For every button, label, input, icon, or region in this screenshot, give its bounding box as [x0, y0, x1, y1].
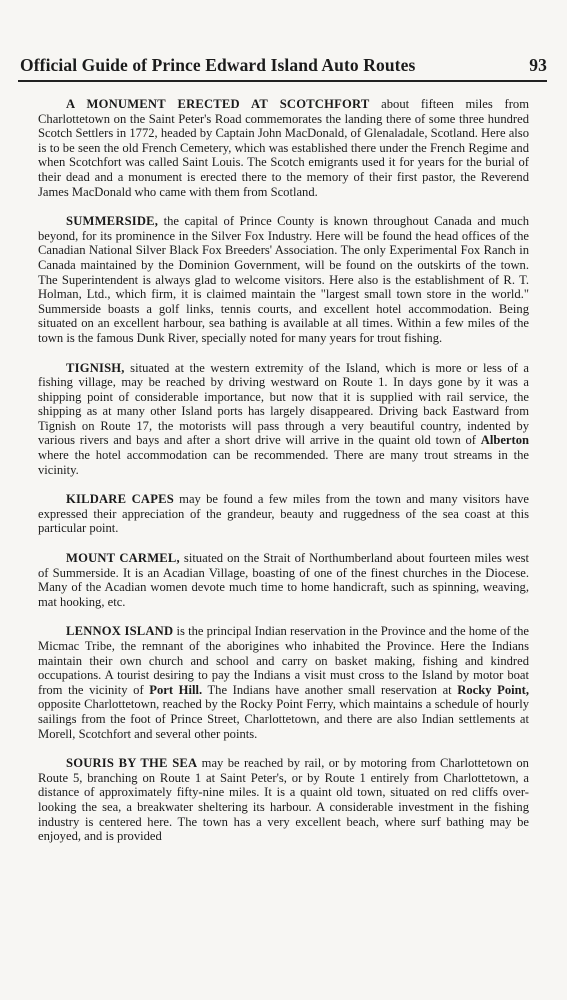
- paragraph-text-continued: where the hotel accommodation can be recommended. There are many trout streams in the vicinity.: [38, 448, 529, 477]
- paragraph-lennox-island: [38, 624, 529, 741]
- paragraph-lead: TIGNISH,: [66, 360, 125, 375]
- paragraph-text: about fifteen miles from Charlottetown on the Saint Peter's Road commemorates the landing there of some three hundred Scotch Settlers in 1772, headed by Captain John MacDonald, of Glenaladale, Scotland. Here also is to be seen the old French Cemetery, which was established there under the French Regime and when Scotchfort was called Saint Louis. The Scotch emigrants used it for years for the burial of their dead and a monument is erected there to the memory of their first pastor, the Reverend James MacDonald who came with them from Scotland.: [38, 97, 529, 199]
- paragraph-scotchfort: [38, 97, 529, 199]
- paragraph-lead: KILDARE CAPES: [66, 492, 174, 507]
- paragraph-text-continued: The Indians have another small reservation at: [202, 682, 458, 697]
- body-text: [38, 97, 529, 859]
- paragraph-lead: A MONUMENT ERECTED AT SCOTCHFORT: [66, 97, 370, 111]
- paragraph-lead: SOURIS BY THE SEA: [66, 756, 198, 771]
- paragraph-mount-carmel: [38, 551, 529, 609]
- paragraph-lead: MOUNT CARMEL,: [66, 551, 180, 566]
- place-name-port-hill: Port Hill.: [149, 682, 203, 697]
- paragraph-kildare-capes: [38, 492, 529, 536]
- paragraph-text: may be found a few miles from the town and many visitors have expressed their appreciation of the grandeur, beauty and ruggedness of the sea coast at this particular point.: [38, 492, 529, 536]
- header-title: Official Guide of Prince Edward Island Auto Routes: [20, 55, 416, 75]
- paragraph-text: may be reached by rail, or by motoring from Charlottetown on Route 5, branching on Route 1 at Saint Peter's, or by Route 1 entirely from Charlottetown, a distance of approximately fifty-nine miles. It is a quaint old town, situated on red cliffs over-looking the sea, a breakwater sheltering its harbour. A considerable investment in the fishing industry is centered here. The town has a very excellent beach, where surf bathing may be enjoyed, and is provided: [38, 756, 529, 844]
- running-header: [20, 55, 547, 76]
- paragraph-text: is the principal Indian reservation in the Province and the home of the Micmac Tribe, the remnant of the aborigines who inhabited the Province. Here the Indians maintain their own church and school and carry on basket making, fishing and kindred occupations. A tourist desiring to pay the Indians a visit must cross to the Island by motor boat from the vicinity of: [38, 624, 530, 697]
- place-name-rocky-point: Rocky Point,: [457, 682, 529, 697]
- paragraph-tignish: [38, 361, 529, 478]
- paragraph-text: the capital of Prince County is known throughout Canada and much beyond, for its prominence in the Silver Fox Industry. Here will be found the head offices of the Canadian National Silver Black Fox Breeders' Association. The only Experimental Fox Ranch in Canada maintained by the Dominion Government, will be found on the outskirts of the town. The Superintendent is always glad to welcome visitors. Here also is the establishment of R. T. Holman, Ltd., which firm, it is claimed maintain the "largest small town store in the world." Summerside boasts a golf links, tennis courts, and excellent hotel accommodation. Being situated on an excellent harbour, sea bathing is available at all times. Within a few miles of the town is the famous Dunk River, specially noted for many years for trout fishing.: [38, 214, 529, 345]
- paragraph-text: situated on the Strait of Northumberland about fourteen miles west of Summerside. It is an Acadian Village, boasting of one of the finest churches in the Diocese. Many of the Acadian women devote much time to home handicraft, such as spinning, weaving, mat hooking, etc.: [38, 551, 529, 609]
- header-rule: [18, 80, 547, 82]
- paragraph-summerside: [38, 214, 529, 345]
- paragraph-text-continued: opposite Charlottetown, reached by the Rocky Point Ferry, which maintains a schedule of hourly sailings from the foot of Prince Street, Charlottetown, and there are also Indian settlements at Morell, Scotchfort and several other points.: [38, 697, 529, 741]
- paragraph-text: situated at the western extremity of the Island, which is more or less of a fishing village, may be reached by driving westward on Route 1. In days gone by it was a shipping point of considerable importance, but now that it is supplied with rail service, the shipping as at many other Island ports has largely disappeared. Driving back Eastward from Tignish on Route 17, the motorists will pass through a very beautiful country, indented by various rivers and bays and after a short drive will arrive in the quaint old town of: [38, 360, 529, 448]
- paragraph-souris: [38, 756, 529, 844]
- place-name-alberton: Alberton: [480, 433, 529, 448]
- paragraph-lead: LENNOX ISLAND: [66, 624, 174, 639]
- paragraph-lead: SUMMERSIDE,: [66, 214, 159, 229]
- page-number: 93: [529, 55, 547, 75]
